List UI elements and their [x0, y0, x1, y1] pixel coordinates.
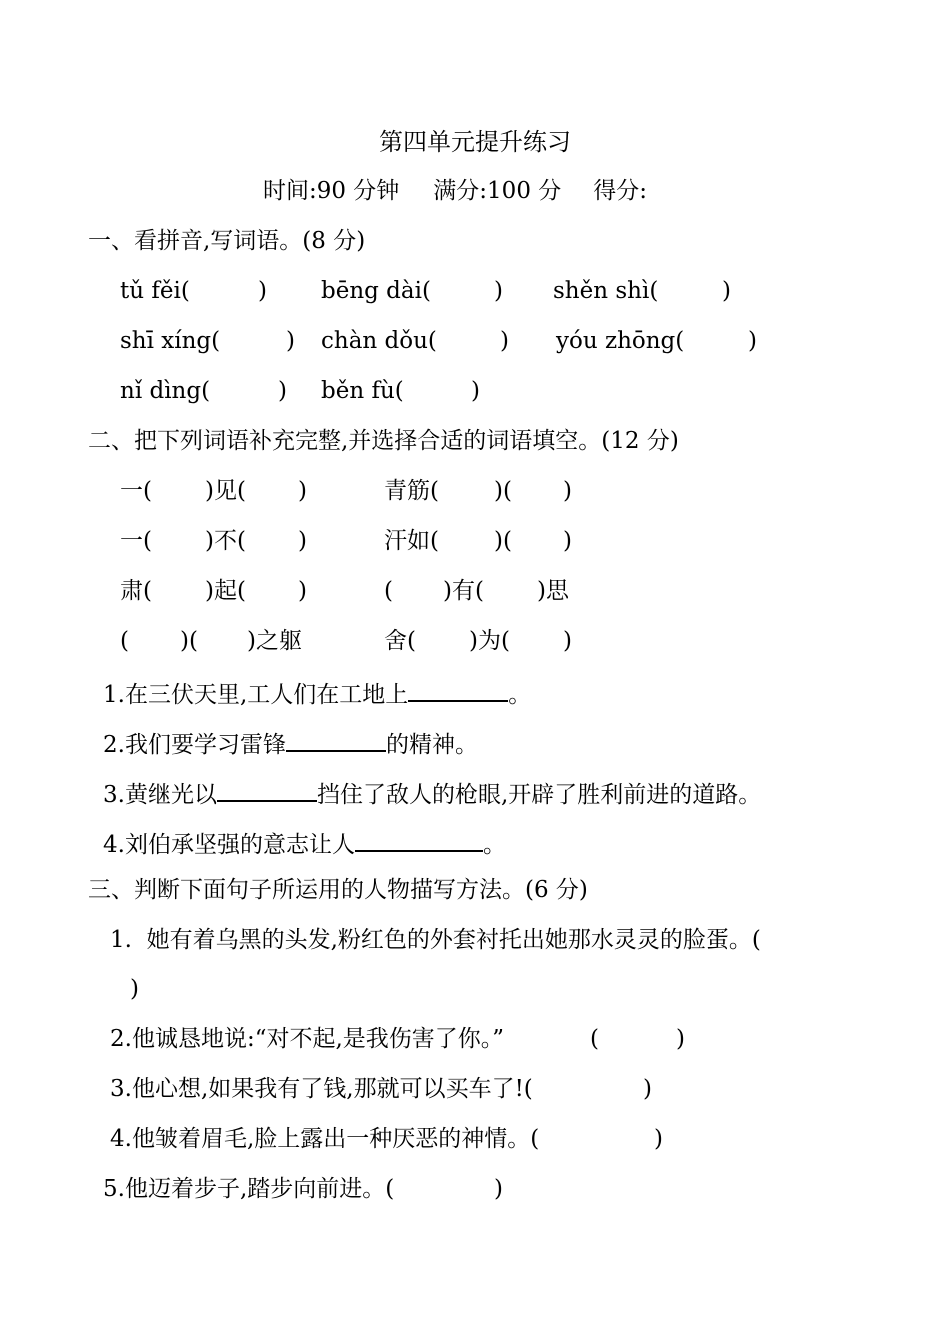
idiom-part: )( — [494, 528, 512, 554]
score-field: 得分: — [593, 178, 648, 204]
answer-blank[interactable] — [286, 726, 386, 752]
idiom-part: )( — [180, 628, 198, 654]
idiom-part: 汗如( — [384, 528, 439, 554]
pinyin-close: ) — [471, 378, 480, 404]
pinyin-item: shī xíng( — [120, 328, 221, 354]
pinyin-item: shěn shì( — [553, 278, 659, 304]
fill-sentence-1 — [103, 676, 531, 710]
idiom-part: ) — [563, 528, 572, 554]
pinyin-close: ) — [278, 378, 287, 404]
idiom-part: )不( — [205, 528, 246, 554]
section-1-heading: 一、看拼音,写词语。(8 分) — [88, 228, 366, 254]
judge-sentence-3: 3.他心想,如果我有了钱,那就可以买车了!( — [110, 1076, 533, 1102]
sentence-text: 4.刘伯承坚强的意志让人 — [103, 832, 355, 858]
idiom-part: )为( — [469, 628, 510, 654]
answer-blank[interactable] — [408, 676, 508, 702]
idiom-part: ) — [298, 528, 307, 554]
pinyin-item: nǐ dìng( — [120, 378, 211, 404]
pinyin-close: ) — [500, 328, 509, 354]
idiom-part: )( — [494, 478, 512, 504]
sentence-text: 1.在三伏天里,工人们在工地上 — [103, 682, 409, 708]
sentence-text: 的精神。 — [385, 732, 478, 758]
section-2-heading: 二、把下列词语补充完整,并选择合适的词语填空。(12 分) — [88, 428, 679, 454]
judge-close: ) — [654, 1126, 663, 1152]
fill-sentence-2 — [103, 726, 478, 760]
pinyin-item: bēng dài( — [321, 278, 431, 304]
idiom-part: 一( — [120, 528, 152, 554]
pinyin-close: ) — [722, 278, 731, 304]
sentence-text: 挡住了敌人的枪眼,开辟了胜利前进的道路。 — [316, 782, 762, 808]
judge-sentence-2: 2.他诚恳地说:“对不起,是我伤害了你。” — [110, 1026, 505, 1052]
judge-sentence-5: 5.他迈着步子,踏步向前进。( — [103, 1176, 395, 1202]
sentence-text: 。 — [508, 682, 532, 708]
full-score: 满分:100 分 — [433, 178, 562, 204]
pinyin-item: tǔ fěi( — [120, 278, 190, 304]
judge-sentence-1-close: ) — [130, 976, 139, 1002]
idiom-part: )有( — [443, 578, 484, 604]
idiom-part: ) — [298, 478, 307, 504]
idiom-part: ) — [563, 478, 572, 504]
section-3-heading: 三、判断下面句子所运用的人物描写方法。(6 分) — [88, 877, 588, 903]
idiom-part: 肃( — [120, 578, 152, 604]
answer-blank[interactable] — [355, 826, 483, 852]
idiom-part: ( — [384, 578, 393, 604]
fill-sentence-3 — [103, 776, 761, 810]
pinyin-item: běn fù( — [321, 378, 404, 404]
idiom-part: )思 — [537, 578, 569, 604]
time-limit: 时间:90 分钟 — [262, 178, 400, 204]
idiom-part: )见( — [205, 478, 246, 504]
pinyin-item: yóu zhōng( — [556, 328, 685, 354]
judge-open: ( — [590, 1026, 599, 1052]
sentence-text: 2.我们要学习雷锋 — [103, 732, 286, 758]
judge-sentence-4: 4.他皱着眉毛,脸上露出一种厌恶的神情。( — [110, 1126, 540, 1152]
sentence-text: 3.黄继光以 — [103, 782, 217, 808]
answer-blank[interactable] — [217, 776, 317, 802]
sentence-text: 。 — [482, 832, 506, 858]
fill-sentence-4 — [103, 826, 506, 860]
judge-close: ) — [676, 1026, 685, 1052]
idiom-part: )之躯 — [247, 628, 302, 654]
idiom-part: ( — [120, 628, 129, 654]
page-title: 第四单元提升练习 — [379, 128, 571, 156]
idiom-part: 一( — [120, 478, 152, 504]
pinyin-item: chàn dǒu( — [321, 328, 437, 354]
pinyin-close: ) — [286, 328, 295, 354]
judge-sentence-1: 1. 她有着乌黑的头发,粉红色的外套衬托出她那水灵灵的脸蛋。( — [110, 927, 761, 953]
judge-close: ) — [494, 1176, 503, 1202]
idiom-part: 舍( — [384, 628, 416, 654]
idiom-part: ) — [298, 578, 307, 604]
pinyin-close: ) — [494, 278, 503, 304]
pinyin-close: ) — [748, 328, 757, 354]
idiom-part: )起( — [205, 578, 246, 604]
idiom-part: 青筋( — [384, 478, 439, 504]
judge-close: ) — [643, 1076, 652, 1102]
exam-meta — [0, 176, 950, 206]
pinyin-close: ) — [258, 278, 267, 304]
idiom-part: ) — [563, 628, 572, 654]
